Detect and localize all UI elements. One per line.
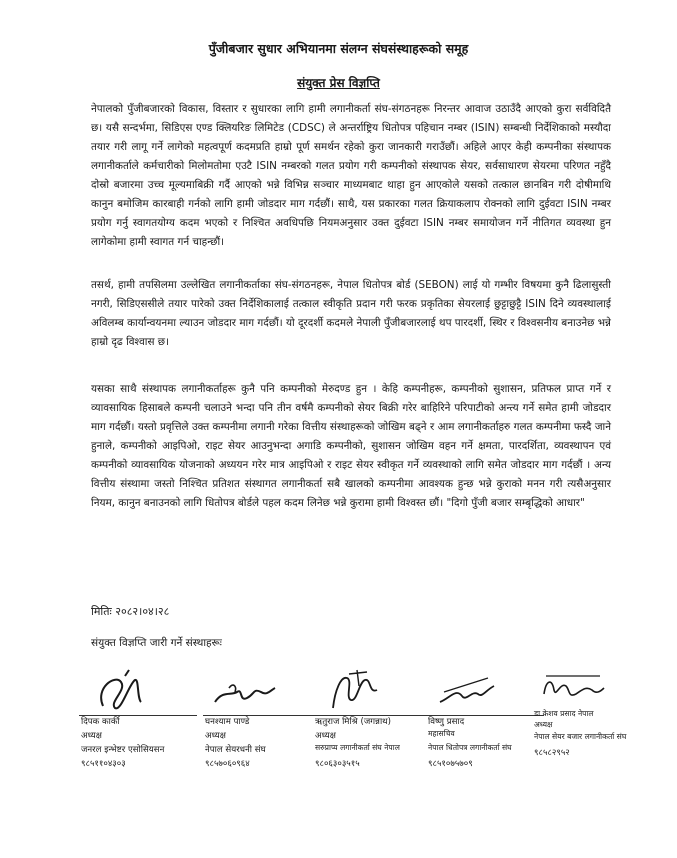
signature-mark — [432, 668, 502, 714]
signatory-block — [79, 668, 209, 783]
document-title: पुँजीबजार सुधार अभियानमा संलग्न संघसंस्थाहरूको समूह — [208, 41, 469, 56]
signatory-phone: ९८५८२९५२ — [534, 748, 570, 758]
release-date: मितिः २०८२।०४।२८ — [91, 605, 170, 618]
signatory-block — [313, 668, 443, 783]
signatory-org: नेपाल सेयर बजार लगानीकर्ता संघ — [534, 732, 627, 741]
signatory-org: जनरल इन्भेष्टर एसोसियसन — [81, 745, 165, 755]
signatory-phone: ९८५७०६०९६४ — [205, 759, 250, 769]
signatory-name: दिपक कार्की — [81, 717, 120, 727]
signatory-name: डा केशव प्रसाद नेपाल — [534, 709, 594, 718]
signatory-role: अध्यक्ष — [315, 731, 336, 741]
signatory-role: महासचिव — [428, 729, 455, 738]
signatory-role: अध्यक्ष — [534, 720, 553, 729]
signatory-name: विष्णु प्रसाद — [428, 717, 465, 727]
signatory-role: अध्यक्ष — [81, 731, 102, 741]
signatory-name: घनश्याम पाण्डे — [205, 717, 250, 727]
issuers-label: संयुक्त विज्ञप्ति जारी गर्ने संस्थाहरूः — [91, 637, 222, 649]
signatory-phone: ९८०६३०३५१५ — [315, 759, 360, 769]
signatory-org: नेपाल धितोपत्र लगानीकर्ता संघ — [428, 743, 512, 752]
signatory-org: नेपाल सेयरधनी संघ — [205, 745, 266, 755]
signature-mark — [319, 668, 389, 714]
signatory-phone: ९८५११०४३०३ — [81, 759, 126, 769]
signatory-org: सरुप्राप्य लगानीकर्ता संघ नेपाल — [315, 743, 400, 752]
signatory-block — [532, 668, 662, 783]
signatory-name: ऋतुराज मिश्रि (जगन्नाथ) — [315, 717, 392, 727]
document-subtitle: संयुक्त प्रेस विज्ञप्ति — [297, 76, 380, 90]
paragraph-2: तसर्थ, हामी तपसिलमा उल्लेखित लगानीकर्ताका संघ-संगठनहरू, नेपाल धितोपत्र बोर्ड (SEBON) लाई यो गम्भीर विषयमा कुनै ढिलासुस्ती नगरी, सिडिएससीले तयार पारेको उक्त निर्देशिकालाई तत्काल स्वीकृति प्रदान गरी फरक प्रकृतिका सेयरलाई छुट्टाछुट्टै ISIN दिने व्यवस्थालाई अविलम्ब कार्यान्वयनमा ल्याउन जोडदार माग गर्दछौं। यो दूरदर्शी कदमले नेपाली पुँजीबजारलाई थप पारदर्शी, स्थिर र विश्वसनीय बनाउनेछ भन्ने हाम्रो दृढ विश्वास छ। — [91, 279, 611, 348]
signatory-role: अध्यक्ष — [205, 731, 226, 741]
signature-mark — [209, 668, 279, 714]
signature-mark — [538, 668, 608, 714]
paragraph-1: नेपालको पुँजीबजारको विकास, विस्तार र सुधारका लागि हामी लगानीकर्ता संघ-संगठनहरू निरन्तर आवाज उठाउँदै आएको कुरा सर्वविदितै छ। यसै सन्दर्भमा, सिडिएस एण्ड क्लियरिङ लिमिटेड (CDSC) ले अन्तर्राष्ट्रिय धितोपत्र पहिचान नम्बर (ISIN) सम्बन्धी निर्देशिकाको मस्यौदा तयार गरी लागू गर्ने लागेको महत्वपूर्ण कदमप्रति हाम्रो पूर्ण समर्थन रहेको कुरा जानकारी गराउँछौं। अहिले आएर केही कम्पनीका संस्थापक लगानीकर्ताले कर्मचारीको मिलोमतोमा एउटै ISIN नम्बरको गलत प्रयोग गरी कम्पनीको संस्थापक सेयर, सर्वसाधारण सेयरमा परिणत नहुँदै दोस्रो बजारमा उच्च मूल्यमाबिक्री गर्दै आएको भन्ने विभिन्न सञ्चार माध्यमबाट थाहा हुन आएकोले यसको तत्काल छानबिन गरी दोषीमाथि कानुन बमोजिम कारबाही गर्नको लागि हामी जोडदार माग गर्दछौं। साथै, यस प्रकारका गलत क्रियाकलाप रोक्नको लागि दुईवटा ISIN नम्बर प्रयोग गर्नु स्वागतयोग्य कदम भएको र निश्चित अवधिपछि नियमअनुसार उक्त दुईवटा ISIN नम्बर समायोजन गर्ने नीतिगत व्यवस्था हुन लागेकोमा हामी स्वागत गर्न चाहन्छौं। — [91, 103, 611, 248]
paragraph-3: यसका साथै संस्थापक लगानीकर्ताहरू कुनै पनि कम्पनीको मेरुदण्ड हुन । केहि कम्पनीहरू, कम्पनीको सुशासन, प्रतिफल प्राप्त गर्ने र व्यावसायिक हिसाबले कम्पनी चलाउने भन्दा पनि तीन वर्षमै कम्पनीको सेयर बिक्री गरेर बाहिरिने परिपाटीको अन्त्य गर्ने समेत हामी जोडदार माग गर्दछौं। यस्तो प्रवृत्तिले उक्त कम्पनीमा लगानी गरेका वित्तीय संस्थाहरूको जोखिम बढ्ने र आम लगानीकर्ताहरु गलत कम्पनीमा फस्दै जाने हुनाले, कम्पनीको आइपिओ, राइट सेयर आउनुभन्दा अगाडि कम्पनीको, सुशासन जोखिम वहन गर्ने क्षमता, पारदर्शिता, व्यवस्थापन एवं कम्पनीको व्यावसायिक योजनाको अध्ययन गरेर मात्र आइपिओ र राइट सेयर स्वीकृत गर्ने व्यवस्थाको लागि समेत जोडदार माग गर्दछौं । अन्य वित्तीय संस्थामा जस्तो निश्चित प्रतिशत संस्थागत लगानीकर्ता सबै खालको कम्पनीमा आवश्यक हुन्छ भन्ने कुराको मनन गरी त्यसैअनुसार नियम, कानुन बनाउनको लागि धितोपत्र बोर्डले पहल कदम लिनेछ भन्ने कुरामा हामी विश्वस्त छौं। "दिगो पुँजी बजार सम्बृद्धिको आधार" — [91, 383, 611, 509]
signatory-phone: ९८५१०७५७०९ — [428, 759, 473, 769]
signature-mark — [85, 668, 155, 714]
